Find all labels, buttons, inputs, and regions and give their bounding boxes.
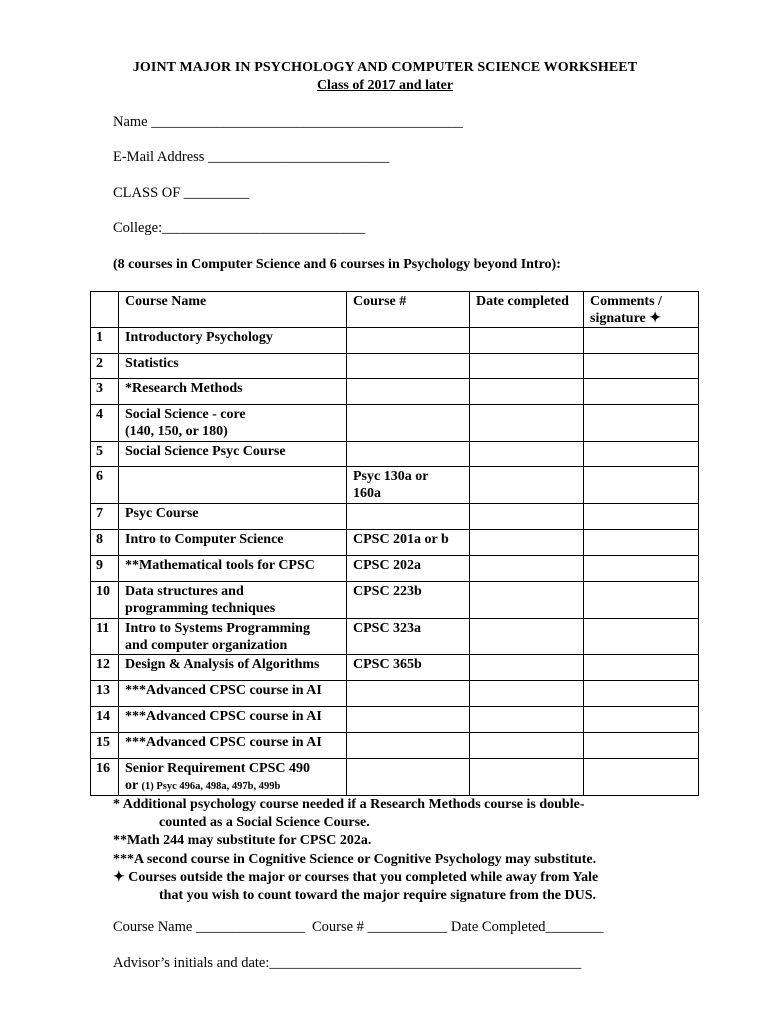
date-completed-cell[interactable]	[470, 681, 584, 707]
row-number: 6	[91, 467, 119, 504]
table-row	[91, 759, 699, 796]
course-name-cell: Design & Analysis of Algorithms	[119, 655, 347, 681]
course-name-line-2: (140, 150, or 180)	[125, 424, 228, 439]
course-name-line-1: Data structures and	[125, 584, 244, 599]
comments-cell[interactable]	[584, 681, 699, 707]
table-row	[91, 442, 699, 467]
date-completed-cell[interactable]	[470, 467, 584, 504]
row-number: 14	[91, 707, 119, 733]
comments-cell[interactable]	[584, 556, 699, 582]
course-number-cell[interactable]	[347, 328, 470, 354]
course-name-line-1: Social Science - core	[125, 407, 246, 422]
comments-cell[interactable]	[584, 328, 699, 354]
footnote-cognitive-science: ***A second course in Cognitive Science or Cognitive Psychology may substitute.	[113, 851, 597, 867]
table-row	[91, 582, 699, 619]
header-course-number: Course #	[347, 292, 470, 328]
course-number-line-2: 160a	[353, 486, 381, 501]
course-number-cell	[347, 467, 470, 504]
date-completed-cell[interactable]	[470, 354, 584, 379]
table-row	[91, 354, 699, 379]
table-row	[91, 328, 699, 354]
course-name-line-2: programming techniques	[125, 601, 276, 616]
class-of-field[interactable]: CLASS OF _________	[113, 185, 250, 201]
date-completed-cell[interactable]	[470, 556, 584, 582]
row-number: 8	[91, 530, 119, 556]
course-name-cell: *Research Methods	[119, 379, 347, 405]
comments-cell[interactable]	[584, 442, 699, 467]
course-number-cell[interactable]	[347, 733, 470, 759]
course-number-cell[interactable]	[347, 405, 470, 442]
course-number-cell: CPSC 201a or b	[347, 530, 470, 556]
course-name-cell: Intro to Computer Science	[119, 530, 347, 556]
comments-cell[interactable]	[584, 530, 699, 556]
footnote-dus-signature-cont: that you wish to count toward the major require signature from the DUS.	[159, 888, 596, 904]
table-row	[91, 733, 699, 759]
row-number: 12	[91, 655, 119, 681]
row-number: 10	[91, 582, 119, 619]
course-name-cell	[119, 619, 347, 655]
worksheet-subtitle: Class of 2017 and later	[316, 78, 454, 93]
table-row	[91, 405, 699, 442]
course-number-cell[interactable]	[347, 681, 470, 707]
table-row	[91, 655, 699, 681]
table-row	[91, 619, 699, 655]
comments-cell[interactable]	[584, 582, 699, 619]
course-name-cell: Introductory Psychology	[119, 328, 347, 354]
footnote-research-methods: * Additional psychology course needed if a Research Methods course is double-	[113, 797, 585, 812]
comments-cell[interactable]	[584, 619, 699, 655]
comments-cell[interactable]	[584, 379, 699, 405]
header-comments-signature: Comments / signature ✦	[584, 292, 699, 328]
date-completed-cell[interactable]	[470, 504, 584, 530]
course-name-line-1: Intro to Systems Programming	[125, 621, 310, 636]
date-completed-cell[interactable]	[470, 655, 584, 681]
course-number-cell: CPSC 202a	[347, 556, 470, 582]
worksheet-title: JOINT MAJOR IN PSYCHOLOGY AND COMPUTER SCIENCE WORKSHEET	[132, 60, 638, 75]
course-number-cell[interactable]	[347, 707, 470, 733]
course-number-cell[interactable]	[347, 379, 470, 405]
course-name-cell: Statistics	[119, 354, 347, 379]
course-name-cell: Social Science Psyc Course	[119, 442, 347, 467]
course-number-line-1: Psyc 130a or	[353, 469, 429, 484]
comments-cell[interactable]	[584, 733, 699, 759]
table-header-row	[91, 292, 699, 328]
course-name-cell: **Mathematical tools for CPSC	[119, 556, 347, 582]
table-row	[91, 681, 699, 707]
course-number-cell[interactable]	[347, 354, 470, 379]
table-row	[91, 707, 699, 733]
course-name-alternatives: (1) Psyc 496a, 498a, 497b, 499b	[141, 781, 281, 792]
row-number: 15	[91, 733, 119, 759]
course-name-line-2	[125, 777, 340, 795]
course-name-cell: ***Advanced CPSC course in AI	[119, 707, 347, 733]
name-field[interactable]: Name ___________________________________________	[113, 114, 463, 130]
date-completed-cell[interactable]	[470, 759, 584, 796]
table-row	[91, 530, 699, 556]
course-number-cell: CPSC 365b	[347, 655, 470, 681]
table-row	[91, 379, 699, 405]
row-number: 2	[91, 354, 119, 379]
comments-cell[interactable]	[584, 655, 699, 681]
comments-cell[interactable]	[584, 405, 699, 442]
row-number: 5	[91, 442, 119, 467]
date-completed-cell[interactable]	[470, 582, 584, 619]
comments-cell[interactable]	[584, 467, 699, 504]
row-number: 9	[91, 556, 119, 582]
course-number-cell: CPSC 223b	[347, 582, 470, 619]
course-name-cell: ***Advanced CPSC course in AI	[119, 733, 347, 759]
date-completed-cell[interactable]	[470, 442, 584, 467]
course-name-cell[interactable]	[119, 467, 347, 504]
date-completed-cell[interactable]	[470, 707, 584, 733]
course-name-or-prefix: or	[125, 778, 142, 793]
advisor-initials-line[interactable]: Advisor’s initials and date:___________________________________________	[113, 955, 582, 971]
course-name-cell	[119, 582, 347, 619]
table-row	[91, 467, 699, 504]
footnote-math-substitute: **Math 244 may substitute for CPSC 202a.	[113, 833, 372, 849]
course-name-cell	[119, 405, 347, 442]
course-name-cell	[119, 759, 347, 796]
row-number: 7	[91, 504, 119, 530]
row-number: 11	[91, 619, 119, 655]
date-completed-cell[interactable]	[470, 733, 584, 759]
row-number: 1	[91, 328, 119, 354]
comments-cell[interactable]	[584, 504, 699, 530]
row-number: 3	[91, 379, 119, 405]
comments-cell[interactable]	[584, 354, 699, 379]
footnote-dus-signature: ✦ Courses outside the major or courses that you completed while away from Yale	[113, 869, 599, 885]
course-number-cell: CPSC 323a	[347, 619, 470, 655]
table-row	[91, 504, 699, 530]
course-number-cell[interactable]	[347, 504, 470, 530]
row-number: 16	[91, 759, 119, 796]
date-completed-cell[interactable]	[470, 405, 584, 442]
date-completed-cell[interactable]	[470, 619, 584, 655]
college-field[interactable]: College:____________________________	[113, 220, 366, 236]
email-field[interactable]: E-Mail Address _________________________	[113, 149, 390, 165]
date-completed-cell[interactable]	[470, 530, 584, 556]
course-number-cell[interactable]	[347, 442, 470, 467]
comments-cell[interactable]	[584, 707, 699, 733]
course-worksheet-table	[90, 291, 699, 796]
course-name-line-1: Senior Requirement CPSC 490	[125, 761, 310, 776]
comments-cell[interactable]	[584, 759, 699, 796]
table-row	[91, 556, 699, 582]
course-name-line-2: and computer organization	[125, 638, 288, 653]
course-requirements-intro: (8 courses in Computer Science and 6 courses in Psychology beyond Intro):	[113, 257, 561, 272]
date-completed-cell[interactable]	[470, 328, 584, 354]
course-number-cell[interactable]	[347, 759, 470, 796]
course-name-cell: ***Advanced CPSC course in AI	[119, 681, 347, 707]
header-number	[91, 292, 119, 328]
header-date-completed: Date completed	[470, 292, 584, 328]
footnotes	[113, 796, 673, 905]
row-number: 13	[91, 681, 119, 707]
row-number: 4	[91, 405, 119, 442]
course-name-cell: Psyc Course	[119, 504, 347, 530]
footnote-research-methods-cont: counted as a Social Science Course.	[159, 815, 370, 831]
header-course-name: Course Name	[119, 292, 347, 328]
outside-course-line[interactable]: Course Name _______________ Course # ___________ Date Completed________	[113, 919, 604, 935]
date-completed-cell[interactable]	[470, 379, 584, 405]
